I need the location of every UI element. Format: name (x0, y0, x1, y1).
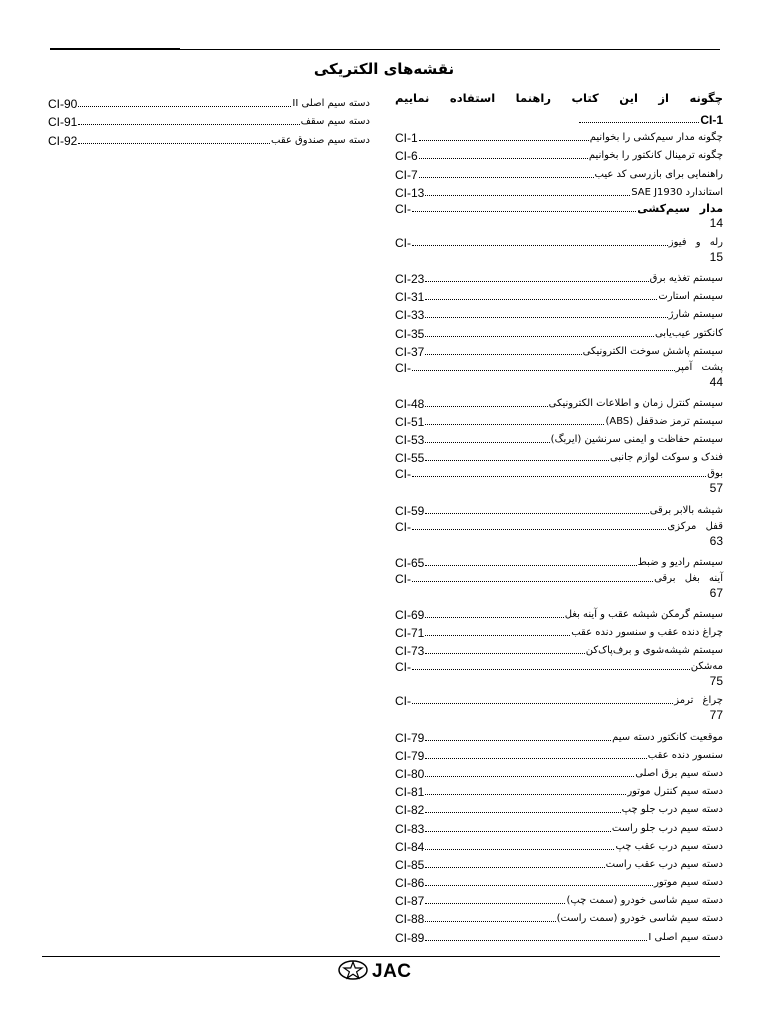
toc-leader (425, 317, 667, 318)
toc-entry[interactable] (395, 907, 723, 925)
toc-entry-page: CI-31 (395, 290, 425, 305)
toc-entry[interactable] (395, 816, 723, 834)
toc-entry-page: CI-81 (395, 785, 425, 800)
footer-brand: JAC (372, 961, 412, 982)
toc-leader (412, 370, 675, 371)
toc-entry-title: سیستم کنترل زمان و اطلاعات الکترونیکی (548, 397, 723, 409)
toc-leader (425, 867, 604, 868)
jac-star-logo-icon (338, 960, 368, 984)
toc-leader (425, 424, 604, 425)
toc-entry-page: CI-84 (395, 839, 425, 854)
toc-entry-title: دسته سیم موتور (654, 877, 723, 889)
toc-entry[interactable] (395, 871, 723, 889)
toc-entry-page: CI-69 (395, 608, 425, 622)
toc-entry-page: CI-85 (395, 857, 425, 872)
toc-entry-page: CI-71 (395, 626, 425, 641)
toc-leader (78, 124, 299, 125)
toc-leader (412, 529, 666, 530)
toc-entry[interactable] (395, 428, 723, 446)
toc-leader (425, 336, 654, 337)
toc-entry-title: رله و فیوز (668, 236, 723, 248)
toc-entry[interactable] (395, 199, 723, 233)
toc-entry[interactable] (395, 392, 723, 410)
toc-leader (425, 921, 555, 922)
toc-entry-page: CI-87 (395, 894, 425, 909)
toc-leader (412, 245, 668, 246)
toc-entry[interactable] (395, 358, 723, 392)
toc-entry-title: فندک و سوکت لوازم جانبی (609, 452, 723, 464)
toc-entry-page: CI-33 (395, 308, 425, 323)
toc-entry-page: CI-1 (700, 113, 723, 127)
toc-entry-page: CI-53 (395, 433, 425, 448)
toc-entry[interactable] (395, 464, 723, 498)
toc-entry-title: دسته سیم کنترل موتور (627, 786, 723, 798)
toc-entry-page: CI- (395, 571, 411, 586)
toc-entry-page: CI-55 (395, 451, 425, 466)
toc-entry-page: CI-80 (395, 766, 425, 781)
toc-entry-title: بوق (707, 468, 723, 480)
toc-leader (412, 581, 653, 582)
toc-entry[interactable] (395, 144, 723, 162)
toc-entry-title: دسته سیم درب عقب راست (605, 858, 723, 870)
toc-entry-page-continued: 57 (709, 481, 723, 496)
toc-entry[interactable] (48, 110, 370, 128)
toc-entry[interactable] (395, 517, 723, 551)
toc-entry-title: سیستم شارژ (668, 309, 723, 321)
toc-entry-title: چگونه مدار سیم‌کشی را بخوانیم (589, 132, 723, 144)
toc-leader (412, 476, 706, 477)
footer-logo (338, 960, 412, 984)
toc-entry-title: دسته سیم شاسی خودرو (سمت چپ) (566, 895, 723, 907)
toc-entry-title: کانکتور عیب‌یابی (654, 327, 723, 339)
toc-leader (425, 849, 614, 850)
toc-entry[interactable] (395, 853, 723, 871)
toc-entry-page: CI-89 (395, 930, 425, 945)
toc-leader (419, 177, 594, 178)
toc-entry-title: دسته سیم درب عقب چپ (615, 840, 723, 852)
toc-entry-title: شیشه بالابر برقی (649, 504, 723, 516)
toc-entry-title: سیستم حفاظت و ایمنی سرنشین (ایربگ) (550, 434, 723, 446)
toc-entry[interactable] (395, 744, 723, 762)
toc-entry-title: قفل مرکزی (667, 520, 723, 532)
toc-entry[interactable] (395, 92, 723, 126)
toc-entry-page: CI-48 (395, 396, 425, 411)
toc-entry-page: CI-7 (395, 167, 418, 182)
toc-entry-page-continued: 14 (709, 215, 723, 230)
toc-leader (425, 354, 581, 355)
toc-entry[interactable] (48, 128, 370, 146)
toc-leader (78, 143, 270, 144)
toc-entry-title: استاندارد SAE J1930 (631, 186, 723, 198)
toc-leader (425, 565, 636, 566)
toc-entry[interactable] (395, 603, 723, 621)
toc-entry-page: CI- (395, 360, 411, 375)
toc-entry-page: CI-37 (395, 344, 425, 359)
toc-entry-page: CI-86 (395, 876, 425, 891)
toc-entry-title: مه‌شکن (690, 661, 723, 673)
toc-leader (425, 740, 611, 741)
toc-entry[interactable] (395, 126, 723, 144)
toc-leader (425, 617, 563, 618)
toc-entry-title: دسته سیم سقف (300, 116, 370, 128)
toc-entry-page: CI-59 (395, 503, 425, 518)
toc-entry-title: دسته سیم درب جلو چپ (621, 804, 723, 816)
toc-entry-page: CI-13 (395, 185, 425, 200)
toc-entry-title: چراغ ترمز (674, 695, 723, 707)
toc-entry-title: سیستم رادیو و ضبط (637, 556, 723, 568)
toc-leader (425, 442, 549, 443)
toc-entry-title: دسته سیم برق اصلی (635, 767, 723, 779)
toc-entry-page: CI- (395, 467, 411, 482)
toc-entry-page: CI-90 (48, 97, 78, 112)
toc-leader (78, 106, 291, 107)
toc-leader (579, 122, 699, 123)
toc-entry-title: مدار سیم‌کشی (637, 201, 723, 215)
toc-leader (419, 158, 588, 159)
toc-entry[interactable] (395, 780, 723, 798)
toc-leader (425, 758, 646, 759)
toc-entry[interactable] (395, 321, 723, 339)
toc-entry-title: سیستم گرمکن شیشه عقب و آینه بغل (564, 609, 723, 620)
toc-entry-title: چراغ دنده عقب و سنسور دنده عقب (571, 627, 723, 639)
toc-entry[interactable] (48, 92, 370, 110)
toc-entry-page: CI-35 (395, 326, 425, 341)
toc-entry-title: دسته سیم درب جلو راست (611, 822, 723, 834)
toc-entry[interactable] (395, 725, 723, 743)
toc-entry[interactable] (395, 691, 723, 725)
toc-leader (425, 513, 648, 514)
toc-entry[interactable] (395, 446, 723, 464)
toc-right-column (395, 92, 723, 944)
toc-entry-page-continued: 75 (709, 674, 723, 689)
toc-leader (412, 669, 690, 670)
toc-entry[interactable] (395, 657, 723, 691)
toc-entry-page: CI-88 (395, 912, 425, 927)
toc-leader (425, 940, 647, 941)
toc-leader (425, 635, 570, 636)
toc-entry[interactable] (395, 639, 723, 657)
toc-entry[interactable] (395, 285, 723, 303)
toc-leader (425, 406, 547, 407)
toc-leader (425, 195, 630, 196)
toc-entry-title: سیستم پاشش سوخت الکترونیکی (582, 345, 723, 357)
toc-entry[interactable] (395, 340, 723, 358)
toc-entry[interactable] (395, 551, 723, 569)
toc-entry-title: موقعیت کانکتور دسته سیم (612, 731, 723, 743)
toc-leader (425, 460, 609, 461)
toc-entry-page: CI-51 (395, 415, 425, 430)
toc-entry-page-continued: 77 (709, 708, 723, 723)
toc-entry-title: سیستم تغذیه برق (649, 272, 723, 284)
toc-entry-title: سیستم ترمز ضدقفل (ABS) (605, 416, 723, 428)
toc-entry[interactable] (395, 569, 723, 603)
toc-leader (425, 903, 565, 904)
toc-leader (412, 703, 673, 704)
toc-entry[interactable] (395, 233, 723, 267)
toc-entry[interactable] (395, 267, 723, 285)
toc-entry-page: CI-82 (395, 803, 425, 818)
toc-entry-title: سیستم استارت (658, 291, 723, 303)
toc-entry-page: CI- (395, 201, 411, 216)
toc-entry[interactable] (395, 410, 723, 428)
toc-entry-page: CI-91 (48, 115, 78, 130)
toc-leader (425, 831, 611, 832)
toc-entry[interactable] (395, 498, 723, 516)
toc-entry-title: سیستم شیشه‌شوی و برف‌پاک‌کن (585, 645, 723, 657)
toc-entry-page: CI-23 (395, 271, 425, 286)
toc-entry-page: CI- (395, 694, 411, 709)
toc-leader (412, 211, 636, 212)
toc-entry-title: دسته سیم صندوق عقب (271, 134, 370, 146)
toc-entry-title: دسته سیم اصلی II (292, 98, 370, 110)
toc-entry-page: CI- (395, 660, 411, 675)
toc-entry-page: CI-65 (395, 555, 425, 570)
toc-leader (425, 299, 657, 300)
toc-entry-page: CI-79 (395, 748, 425, 763)
toc-leader (425, 653, 584, 654)
toc-entry[interactable] (395, 798, 723, 816)
toc-entry[interactable] (395, 621, 723, 639)
toc-entry-page: CI-6 (395, 149, 418, 164)
toc-entry-page: CI- (395, 519, 411, 534)
toc-entry-page: CI-73 (395, 644, 425, 659)
toc-entry-page-continued: 63 (709, 533, 723, 548)
toc-entry-title: سنسور دنده عقب (647, 749, 723, 761)
toc-entry-title: دسته سیم اصلی I (648, 931, 723, 943)
footer-rule (42, 956, 720, 957)
toc-entry-page-continued: 44 (709, 374, 723, 389)
toc-entry-page: CI-83 (395, 821, 425, 836)
toc-entry[interactable] (395, 181, 723, 199)
toc-entry-title: چگونه ترمینال کانکتور را بخوانیم (588, 150, 723, 162)
toc-leader (425, 794, 626, 795)
toc-entry[interactable] (395, 162, 723, 180)
toc-leader (419, 140, 589, 141)
toc-leader (425, 812, 620, 813)
toc-entry[interactable] (395, 303, 723, 321)
toc-entry-title: دسته سیم شاسی خودرو (سمت راست) (556, 913, 723, 925)
toc-entry-title: چگونه از این کتاب راهنما استفاده نماییم (395, 91, 723, 105)
toc-entry-title: راهنمایی برای بازرسی کد عیب (594, 168, 723, 180)
toc-entry-page-continued: 15 (709, 249, 723, 264)
toc-leader (425, 776, 634, 777)
page-title: نقشه‌های الکتریکی (313, 60, 455, 78)
toc-entry-page: CI- (395, 235, 411, 250)
toc-entry-page: CI-79 (395, 730, 425, 745)
toc-entry[interactable] (395, 925, 723, 943)
toc-left-column (48, 92, 370, 147)
toc-entry-page-continued: 67 (709, 585, 723, 600)
toc-entry-page: CI-1 (395, 131, 418, 146)
header-rule (50, 49, 720, 50)
toc-leader (425, 885, 653, 886)
toc-entry-page: CI-92 (48, 133, 78, 148)
toc-entry-title: آینه بغل برقی (654, 572, 723, 584)
toc-entry[interactable] (395, 762, 723, 780)
toc-entry[interactable] (395, 889, 723, 907)
toc-leader (425, 281, 648, 282)
toc-entry[interactable] (395, 835, 723, 853)
toc-entry-title: پشت آمپر (675, 361, 723, 373)
